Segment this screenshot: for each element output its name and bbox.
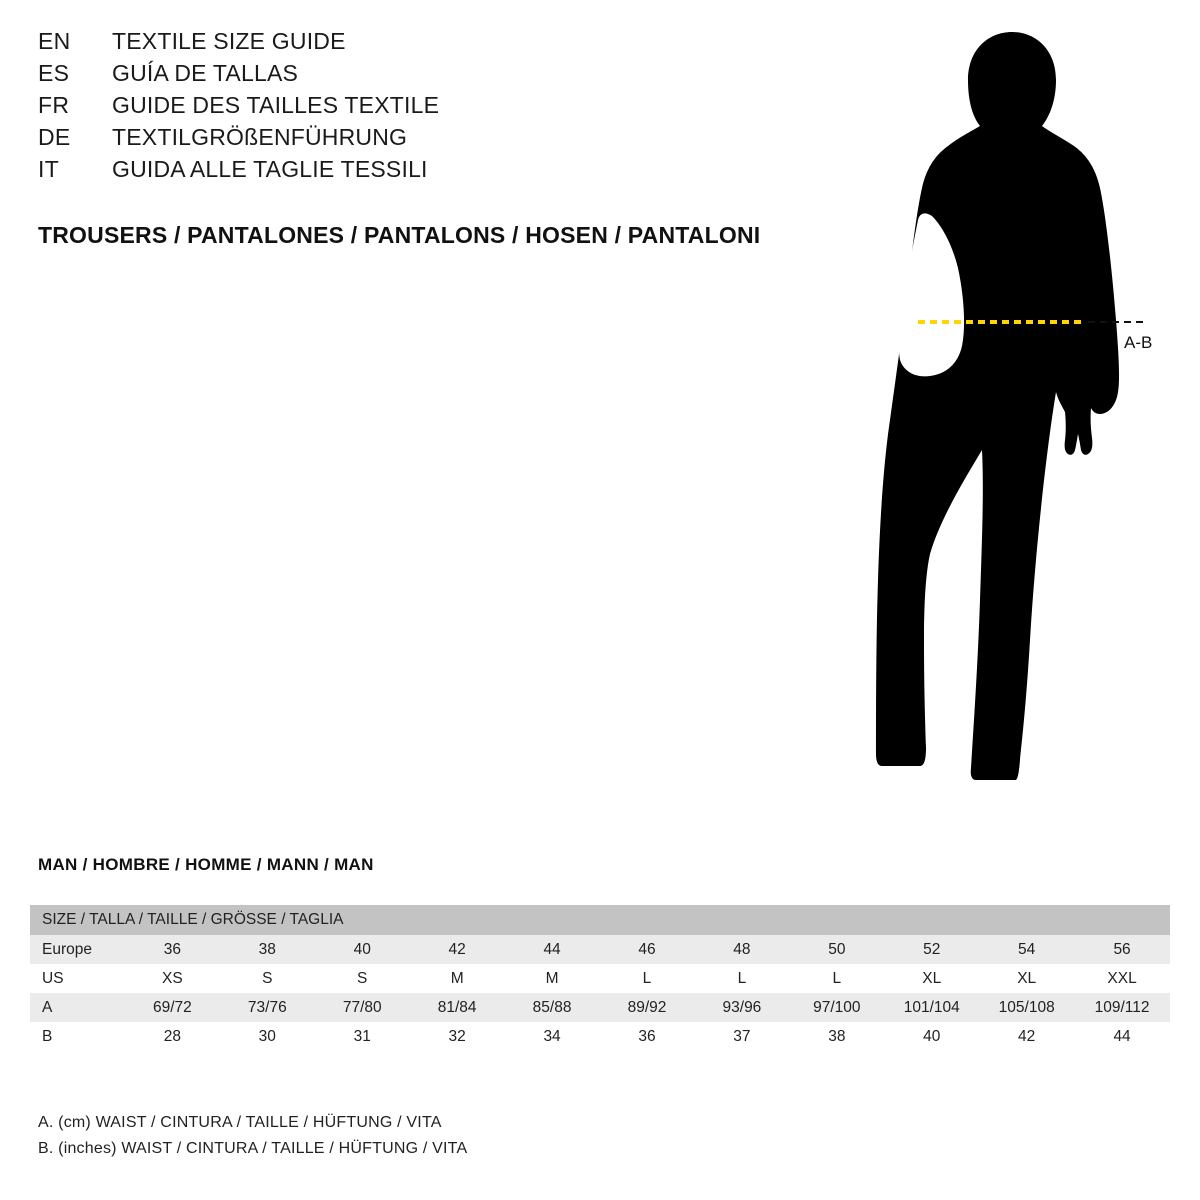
table-cell: 44 <box>505 935 600 964</box>
table-cell: 89/92 <box>600 993 695 1022</box>
table-cell: 42 <box>979 1022 1074 1051</box>
table-cell: S <box>315 964 410 993</box>
table-cell: 31 <box>315 1022 410 1051</box>
table-cell: L <box>789 964 884 993</box>
language-row <box>38 156 798 188</box>
table-cell: XXL <box>1074 964 1170 993</box>
table-cell: 101/104 <box>884 993 979 1022</box>
table-cell: 32 <box>410 1022 505 1051</box>
language-list <box>38 28 798 188</box>
language-code: DE <box>38 124 71 150</box>
size-table-body <box>30 935 1170 1051</box>
table-row <box>30 964 1170 993</box>
table-cell: 36 <box>600 1022 695 1051</box>
table-cell: L <box>694 964 789 993</box>
size-table <box>30 905 1170 1051</box>
man-silhouette-figure <box>800 20 1200 810</box>
table-cell: XS <box>125 964 220 993</box>
table-cell: 97/100 <box>789 993 884 1022</box>
garment-title: TROUSERS / PANTALONES / PANTALONS / HOSEN / PANTALONI <box>38 222 761 248</box>
table-cell: 77/80 <box>315 993 410 1022</box>
row-label: US <box>30 964 125 993</box>
table-header-row <box>30 905 1170 935</box>
table-cell: 44 <box>1074 1022 1170 1051</box>
ab-measure-label: A-B <box>1124 333 1153 352</box>
language-code: FR <box>38 92 70 118</box>
language-text: GUIDA ALLE TAGLIE TESSILI <box>112 156 428 182</box>
male-body-silhouette <box>876 32 1119 780</box>
table-cell: M <box>505 964 600 993</box>
table-cell: 73/76 <box>220 993 315 1022</box>
table-cell: 85/88 <box>505 993 600 1022</box>
table-cell: 105/108 <box>979 993 1074 1022</box>
silhouette-svg <box>800 20 1200 810</box>
table-cell: 36 <box>125 935 220 964</box>
table-cell: 54 <box>979 935 1074 964</box>
table-cell: 37 <box>694 1022 789 1051</box>
row-label: Europe <box>30 935 125 964</box>
language-text: TEXTILE SIZE GUIDE <box>112 28 346 54</box>
table-cell: L <box>600 964 695 993</box>
size-table-head <box>30 905 1170 935</box>
language-code: ES <box>38 60 70 86</box>
table-cell: 40 <box>315 935 410 964</box>
table-cell: 40 <box>884 1022 979 1051</box>
language-row <box>38 92 798 124</box>
table-cell: S <box>220 964 315 993</box>
table-cell: 56 <box>1074 935 1170 964</box>
table-cell: M <box>410 964 505 993</box>
language-text: GUIDE DES TAILLES TEXTILE <box>112 92 440 118</box>
table-cell: 50 <box>789 935 884 964</box>
table-cell: 38 <box>789 1022 884 1051</box>
table-cell: 38 <box>220 935 315 964</box>
table-cell: XL <box>979 964 1074 993</box>
table-row <box>30 993 1170 1022</box>
footnotes <box>38 1110 467 1162</box>
table-row <box>30 935 1170 964</box>
table-cell: 46 <box>600 935 695 964</box>
footnote-b: B. (inches) WAIST / CINTURA / TAILLE / HÜFTUNG / VITA <box>38 1140 468 1157</box>
row-label: B <box>30 1022 125 1051</box>
table-cell: 93/96 <box>694 993 789 1022</box>
size-table-header-label: SIZE / TALLA / TAILLE / GRÖSSE / TAGLIA <box>30 905 1170 935</box>
language-row <box>38 28 798 60</box>
table-cell: 30 <box>220 1022 315 1051</box>
table-cell: 109/112 <box>1074 993 1170 1022</box>
language-code: IT <box>38 156 60 182</box>
table-cell: 48 <box>694 935 789 964</box>
row-label: A <box>30 993 125 1022</box>
gender-section-title: MAN / HOMBRE / HOMME / MANN / MAN <box>38 855 374 874</box>
table-cell: XL <box>884 964 979 993</box>
language-row <box>38 124 798 156</box>
table-row <box>30 1022 1170 1051</box>
table-cell: 69/72 <box>125 993 220 1022</box>
table-cell: 42 <box>410 935 505 964</box>
footnote-a: A. (cm) WAIST / CINTURA / TAILLE / HÜFTUNG / VITA <box>38 1114 442 1131</box>
language-row <box>38 60 798 92</box>
table-cell: 28 <box>125 1022 220 1051</box>
language-text: TEXTILGRÖßENFÜHRUNG <box>112 124 408 150</box>
table-cell: 52 <box>884 935 979 964</box>
language-code: EN <box>38 28 71 54</box>
table-cell: 81/84 <box>410 993 505 1022</box>
language-text: GUÍA DE TALLAS <box>112 60 299 86</box>
table-cell: 34 <box>505 1022 600 1051</box>
